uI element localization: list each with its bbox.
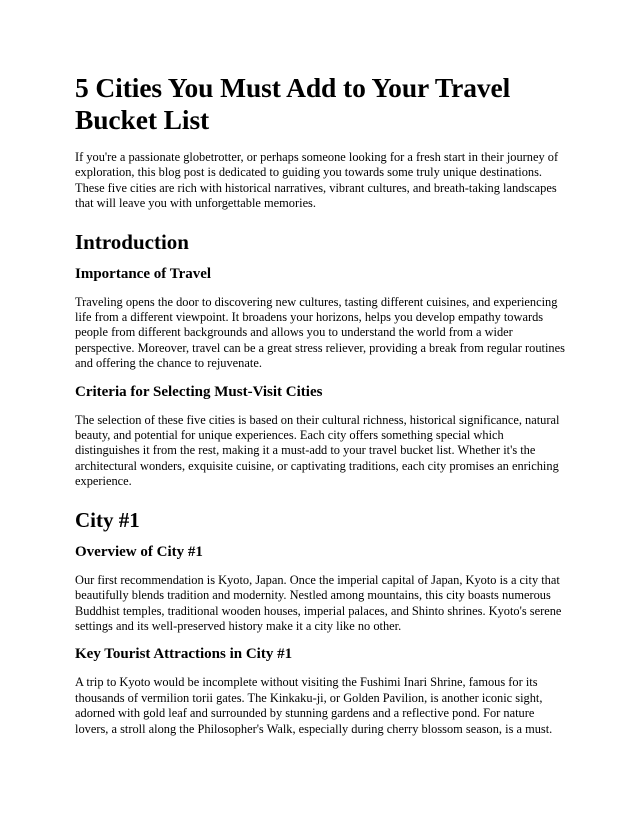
paragraph-overview-city-1: Our first recommendation is Kyoto, Japan. Once the imperial capital of Japan, Kyoto is a city that beautifully blends tradition and modernity. Nestled among mountains, this city boasts numerous Buddhist temples, traditional wooden houses, imperial palaces, and Shinto shrines. Kyoto's serene settings and its well-preserved history make it a city like no other. xyxy=(75,572,562,633)
subsection-heading-importance-of-travel: Importance of Travel xyxy=(75,265,212,282)
section-heading-city-1: City #1 xyxy=(75,507,140,532)
paragraph-criteria: The selection of these five cities is based on their cultural richness, historical significance, natural beauty, and potential for unique experiences. Each city offers something special which distinguishes it from the rest, making it a must-add to your travel bucket list. Whether it's the architectural wonders, exquisite cuisine, or captivating traditions, each city promises an enriching experience. xyxy=(75,412,560,489)
document-page xyxy=(75,72,567,747)
paragraph-importance-of-travel: Traveling opens the door to discovering new cultures, tasting different cuisines, and experiencing life from a different viewpoint. It broadens your horizons, helps you develop empathy towards people from different backgrounds and allows you to understand the world from a wider perspective. Moreover, travel can be a great stress reliever, providing a break from regular routines and offering the chance to rejuvenate. xyxy=(75,294,565,371)
section-heading-introduction: Introduction xyxy=(75,229,189,254)
paragraph-attractions-city-1: A trip to Kyoto would be incomplete without visiting the Fushimi Inari Shrine, famous for its thousands of vermilion torii gates. The Kinkaku-ji, or Golden Pavilion, is another iconic sight, adorned with gold leaf and surrounded by stunning gardens and a reflective pond. For nature lovers, a stroll along the Philosopher's Walk, especially during cherry blossom season, is a must. xyxy=(75,675,553,736)
subsection-heading-overview-city-1: Overview of City #1 xyxy=(75,543,203,560)
subsection-heading-criteria: Criteria for Selecting Must-Visit Cities xyxy=(75,383,323,400)
intro-paragraph: If you're a passionate globetrotter, or perhaps someone looking for a fresh start in their journey of exploration, this blog post is dedicated to guiding you towards some truly unique destinations. These five cities are rich with historical narratives, vibrant cultures, and breath-taking landscapes that will leave you with unforgettable memories. xyxy=(75,150,559,211)
page-title: 5 Cities You Must Add to Your Travel Bucket List xyxy=(75,72,511,135)
subsection-heading-attractions-city-1: Key Tourist Attractions in City #1 xyxy=(75,646,293,663)
